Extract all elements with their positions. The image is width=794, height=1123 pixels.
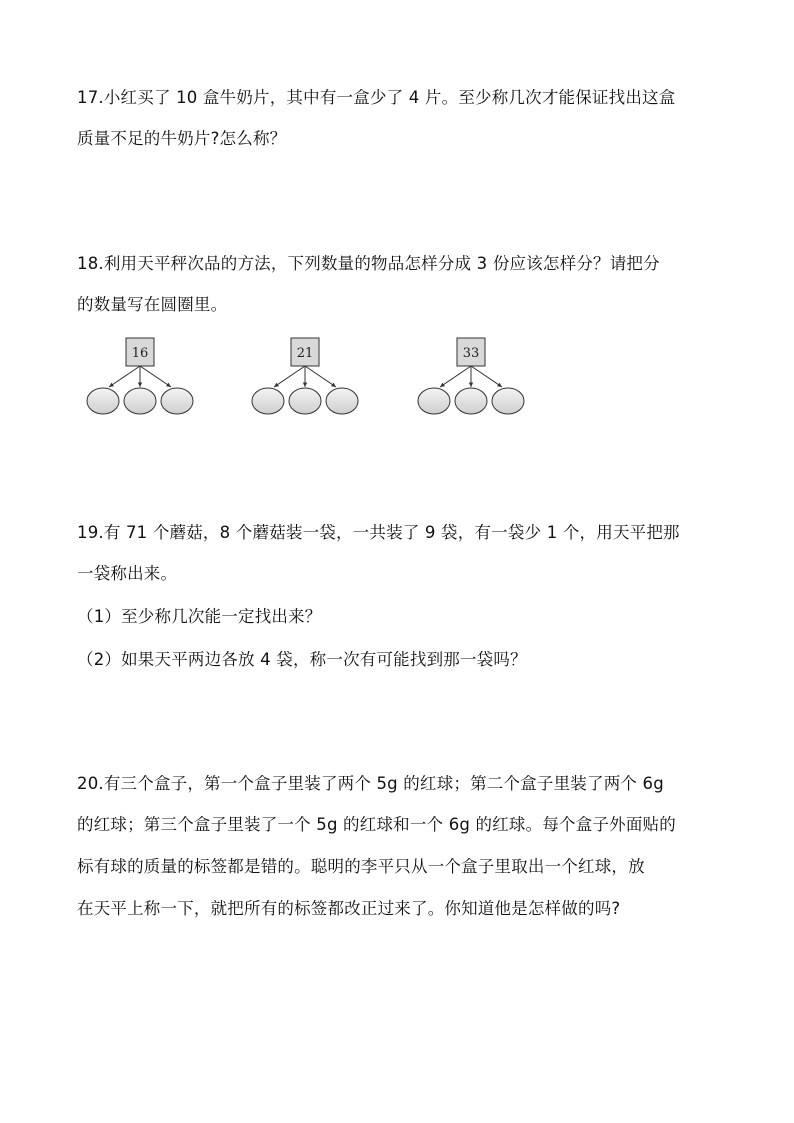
tree-group-16	[87, 338, 193, 414]
number-box-label: 16	[131, 346, 149, 361]
q20-text-line-1: 20.有三个盒子，第一个盒子里装了两个 5g 的红球；第二个盒子里装了两个 6g	[77, 774, 664, 793]
q19-text-line-2: 一袋称出来。	[77, 564, 178, 583]
tree-diagram	[84, 334, 534, 420]
q17-text-line-2: 质量不足的牛奶片?怎么称？	[77, 129, 287, 148]
branch-arrow	[274, 366, 305, 387]
arrow-head	[303, 382, 307, 387]
q20-text-line-2: 的红球；第三个盒子里装了一个 5g 的红球和一个 6g 的红球。每个盒子外面贴的	[77, 815, 676, 834]
arrow-head	[440, 383, 445, 387]
answer-circle[interactable]	[455, 388, 487, 414]
q18-text-line-2: 的数量写在圆圈里。	[77, 295, 228, 314]
answer-circle[interactable]	[252, 388, 284, 414]
answer-circle[interactable]	[124, 388, 156, 414]
branch-arrow	[140, 366, 171, 387]
q18-tree-figure	[84, 334, 534, 420]
q17-text-line-1: 17.小红买了 10 盒牛奶片，其中有一盒少了 4 片。至少称几次才能保证找出这盒	[77, 88, 676, 107]
number-box-label: 33	[462, 346, 480, 361]
q20-text-line-4: 在天平上称一下，就把所有的标签都改正过来了。你知道他是怎样做的吗?	[77, 899, 621, 918]
answer-circle[interactable]	[87, 388, 119, 414]
arrow-head	[331, 383, 336, 387]
answer-circle[interactable]	[289, 388, 321, 414]
arrow-head	[138, 382, 142, 387]
answer-circle[interactable]	[326, 388, 358, 414]
branch-arrow	[471, 366, 502, 387]
arrow-head	[274, 383, 279, 387]
arrow-head	[109, 383, 114, 387]
answer-circle[interactable]	[418, 388, 450, 414]
tree-group-33	[418, 338, 524, 414]
answer-circle[interactable]	[161, 388, 193, 414]
branch-arrow	[440, 366, 471, 387]
q19-text-line-1: 19.有 71 个蘑菇，8 个蘑菇装一袋，一共装了 9 袋，有一袋少 1 个，用天平把那	[77, 523, 680, 542]
arrow-head	[166, 383, 171, 387]
answer-circle[interactable]	[492, 388, 524, 414]
q18-text-line-1: 18.利用天平秤次品的方法，下列数量的物品怎样分成 3 份应该怎样分？请把分	[77, 254, 660, 273]
branch-arrow	[305, 366, 336, 387]
branch-arrow	[109, 366, 140, 387]
tree-group-21	[252, 338, 358, 414]
arrow-head	[497, 383, 502, 387]
q20-text-line-3: 标有球的质量的标签都是错的。聪明的李平只从一个盒子里取出一个红球，放	[77, 857, 645, 876]
q19-part-1: （1）至少称几次能一定找出来？	[77, 607, 322, 626]
arrow-head	[469, 382, 473, 387]
number-box-label: 21	[296, 346, 314, 361]
q19-part-2: （2）如果天平两边各放 4 袋，称一次有可能找到那一袋吗？	[77, 650, 527, 669]
